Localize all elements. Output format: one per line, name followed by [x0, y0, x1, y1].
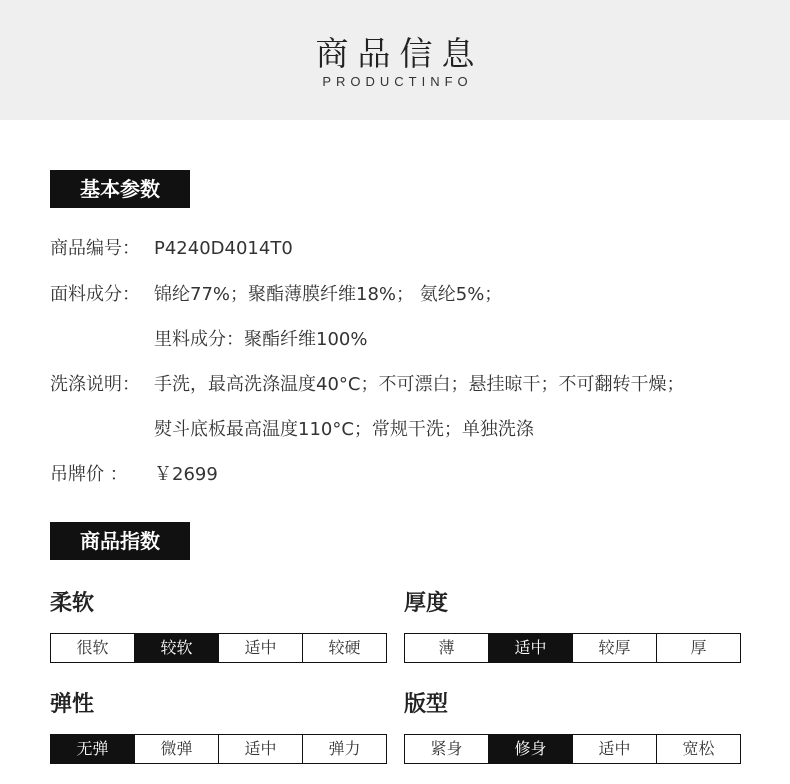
- scale-fit: [404, 734, 741, 764]
- scale-option: 较硬: [302, 634, 386, 662]
- section-tag-basic-params: 基本参数: [50, 170, 190, 208]
- scale-option: 适中: [218, 634, 302, 662]
- scale-option: 很软: [51, 634, 134, 662]
- scale-option: 适中: [218, 735, 302, 763]
- index-title: 版型: [404, 692, 449, 717]
- page-title: 商品信息: [315, 34, 484, 73]
- param-row-ironing: [50, 418, 534, 442]
- index-title: 厚度: [404, 591, 449, 616]
- index-group-softness: [50, 589, 387, 657]
- index-title: 柔软: [50, 591, 95, 616]
- param-value: P4240D4014T0: [154, 238, 293, 259]
- scale-option: 紧身: [405, 735, 488, 763]
- param-value: 手洗，最高洗涤温度40°C；不可漂白；悬挂晾干；不可翻转干燥；: [154, 374, 685, 395]
- scale-softness: [50, 633, 387, 663]
- scale-option: 较软: [134, 634, 218, 662]
- scale-option: 无弹: [51, 735, 134, 763]
- param-row-fabric: [50, 283, 502, 307]
- index-group-elasticity: [50, 690, 387, 758]
- scale-option: 适中: [488, 634, 572, 662]
- scale-thickness: [404, 633, 741, 663]
- scale-option: 薄: [405, 634, 488, 662]
- scale-option: 修身: [488, 735, 572, 763]
- param-label: 面料成分：: [50, 284, 140, 305]
- param-value: ￥2699: [154, 464, 218, 485]
- param-label: 吊牌价 ：: [50, 464, 128, 485]
- index-group-fit: [404, 690, 741, 758]
- param-label: 洗涤说明：: [50, 374, 140, 395]
- index-title: 弹性: [50, 692, 95, 717]
- scale-option: 弹力: [302, 735, 386, 763]
- scale-elasticity: [50, 734, 387, 764]
- scale-option: 厚: [656, 634, 740, 662]
- param-row-washing: [50, 373, 684, 397]
- index-group-thickness: [404, 589, 741, 657]
- param-value: 熨斗底板最高温度110°C；常规干洗；单独洗涤: [154, 419, 534, 440]
- scale-option: 较厚: [572, 634, 656, 662]
- page-subtitle: PRODUCTINFO: [322, 74, 473, 89]
- param-value: 锦纶77%；聚酯薄膜纤维18%； 氨纶5%；: [154, 284, 503, 305]
- scale-option: 微弹: [134, 735, 218, 763]
- param-label: 商品编号：: [50, 238, 140, 259]
- scale-option: 适中: [572, 735, 656, 763]
- section-tag-product-index: 商品指数: [50, 522, 190, 560]
- param-value: 里料成分：聚酯纤维100%: [154, 329, 368, 350]
- param-row-price: [50, 463, 218, 487]
- param-row-product-code: [50, 237, 293, 261]
- param-row-lining: [50, 328, 367, 352]
- header-banner: [0, 0, 790, 120]
- scale-option: 宽松: [656, 735, 740, 763]
